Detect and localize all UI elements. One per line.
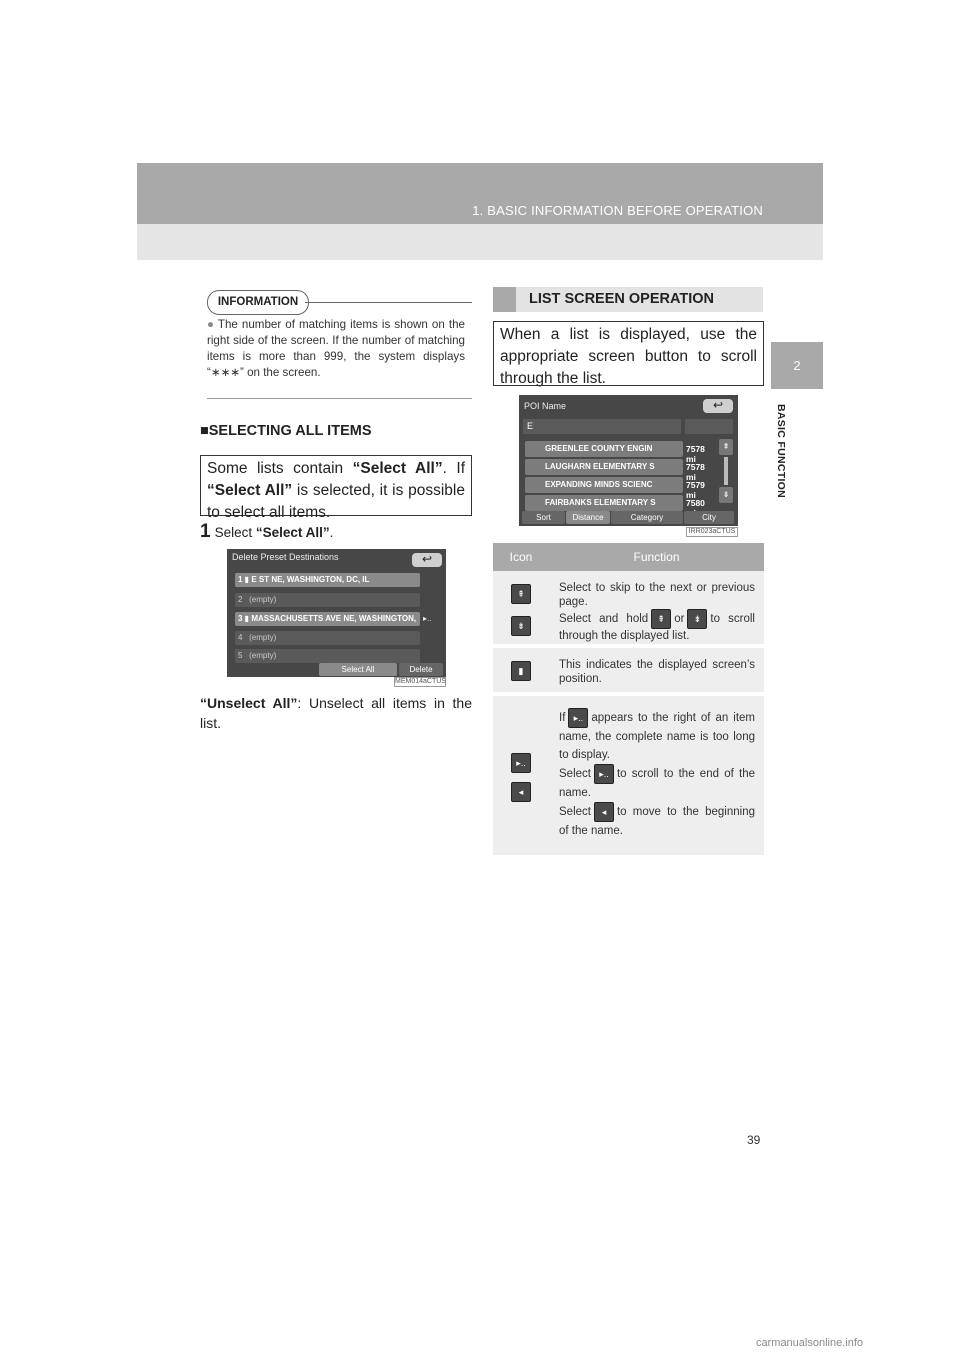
chapter-label	[770, 395, 792, 507]
bullet-icon: ●	[207, 318, 215, 331]
row-num: 2	[238, 595, 243, 604]
back-icon[interactable]: ↩	[412, 553, 442, 567]
column-header-function: Function	[633, 550, 680, 564]
scroll-to-beginning-icon: ◂	[511, 782, 531, 802]
section-heading-selecting: ■SELECTING ALL ITEMS	[200, 423, 372, 439]
category-button[interactable]: Category	[611, 511, 683, 524]
page-up-icon: ⇞	[511, 584, 531, 604]
scroll-position-icon: ▮	[511, 661, 531, 681]
image-code: IRR023aCTUS	[686, 527, 738, 537]
page-down-icon: ⇟	[511, 616, 531, 636]
row-text: E ST NE, WASHINGTON, DC, IL	[251, 575, 370, 584]
table-cell-function	[559, 581, 755, 643]
table-row	[493, 696, 764, 857]
section-marker	[493, 287, 516, 312]
scroll-to-end-icon: ▸..	[511, 753, 531, 773]
image-code: MEM014aCTUS	[395, 678, 446, 685]
column-header-icon: Icon	[509, 550, 533, 564]
page-down-icon: ⇟	[687, 609, 707, 629]
note-text: is selected, it is possible to select all items.	[207, 482, 465, 521]
table-cell-function: This indicates the displayed screen’s position.	[559, 659, 755, 685]
chapter-tab: 2	[771, 342, 823, 389]
distance-label: 7578 mi	[686, 462, 705, 482]
table-row	[493, 571, 764, 646]
scroll-to-end-icon: ▸..	[594, 764, 614, 784]
list-item[interactable]: LAUGHARN ELEMENTARY S	[525, 459, 683, 475]
select-all-note-box	[200, 455, 472, 521]
list-item[interactable]	[235, 631, 420, 645]
table-header	[493, 543, 764, 571]
list-item[interactable]: GREENLEE COUNTY ENGIN	[525, 441, 683, 457]
screen-title: Delete Preset Destinations	[232, 552, 339, 562]
note-bold: “Select All”	[207, 482, 293, 499]
header-title: 1. BASIC INFORMATION BEFORE OPERATION	[472, 203, 763, 218]
note-text: Some lists contain	[207, 460, 353, 477]
function-text: Select and hold	[559, 613, 649, 626]
function-text: Select	[559, 768, 591, 781]
information-text	[207, 317, 465, 381]
row-num: 1	[238, 575, 243, 584]
sort-button[interactable]: Sort	[522, 511, 565, 524]
list-item[interactable]: FAIRBANKS ELEMENTARY S	[525, 495, 683, 511]
function-text: appears to the right of an item name, the complete name is too long to display.	[559, 712, 755, 761]
row-text: (empty)	[249, 651, 277, 660]
function-text: If	[559, 712, 566, 725]
search-input[interactable]: E	[523, 419, 681, 434]
page-up-icon: ⇞	[651, 609, 671, 629]
row-num: 4	[238, 633, 243, 642]
select-all-button[interactable]: Select All	[319, 663, 397, 676]
list-screen-note-box: When a list is displayed, use the appropriate screen button to scroll through the list.	[493, 321, 764, 386]
scroll-to-beginning-icon: ◂	[594, 802, 614, 822]
more-icon[interactable]: ▸..	[423, 614, 432, 623]
step-text: Select	[214, 525, 256, 540]
watermark: carmanualsonline.info	[756, 1337, 864, 1349]
table-cell-function	[559, 708, 755, 840]
distance-label: 7579 mi	[686, 480, 705, 500]
section-heading-list-screen	[493, 287, 763, 312]
distance-button[interactable]: Distance	[566, 511, 610, 524]
information-rule-bottom	[207, 398, 472, 399]
unselect-bold: “Unselect All”	[200, 695, 298, 711]
section-heading-text: LIST SCREEN OPERATION	[529, 291, 715, 307]
header-bar	[137, 163, 823, 224]
function-text: to move to the beginning of the name.	[559, 806, 755, 837]
page-number: 39	[747, 1133, 761, 1147]
step-number: 1	[200, 521, 211, 542]
table-row	[493, 648, 764, 694]
list-item[interactable]: 1 ▮ E ST NE, WASHINGTON, DC, IL	[235, 573, 420, 587]
step-1	[200, 521, 333, 543]
function-text: to scroll through the displayed list.	[559, 613, 755, 642]
function-text: Select to skip to the next or previous page.	[559, 582, 755, 608]
step-bold: “Select All”	[255, 525, 330, 540]
list-item[interactable]: 3 ▮ MASSACHUSETTS AVE NE, WASHINGTON,	[235, 612, 420, 626]
unselect-all-text	[200, 693, 472, 733]
list-item[interactable]	[235, 593, 420, 607]
count-field	[685, 419, 733, 434]
scroll-to-end-icon: ▸..	[568, 708, 588, 728]
list-item[interactable]: EXPANDING MINDS SCIENC	[525, 477, 683, 493]
note-text: . If	[442, 460, 465, 477]
back-icon[interactable]: ↩	[703, 399, 733, 413]
note-bold: “Select All”	[352, 460, 443, 477]
page-down-icon[interactable]: ⇟	[719, 487, 733, 503]
row-num: 3	[238, 614, 243, 623]
row-text: (empty)	[249, 633, 277, 642]
unselect-body: : Unselect all items in the list.	[200, 695, 473, 731]
scroll-position-bar[interactable]	[724, 457, 728, 485]
distance-label: 7578 mi	[686, 444, 705, 464]
poi-name-screenshot	[519, 395, 738, 526]
header-band	[137, 163, 823, 260]
city-button[interactable]: City	[684, 511, 734, 524]
distance-label: 7580	[686, 498, 705, 508]
function-text: to scroll to the end of the name.	[559, 768, 755, 799]
function-text: or	[674, 613, 685, 626]
information-body: The number of matching items is shown on the right side of the screen. If the number of matching items is more than 999, the system displays “∗∗∗” on the screen.	[207, 318, 465, 379]
delete-button[interactable]: Delete	[399, 663, 443, 676]
function-text: Select	[559, 806, 591, 819]
row-text: MASSACHUSETTS AVE NE, WASHINGTON,	[251, 614, 417, 623]
row-text: (empty)	[249, 595, 277, 604]
row-num: 5	[238, 651, 243, 660]
screen-title: POI Name	[524, 401, 567, 411]
chapter-label-text: BASIC FUNCTION	[775, 403, 787, 499]
step-text: .	[329, 525, 334, 540]
information-rule	[305, 302, 472, 303]
delete-preset-screenshot	[227, 549, 446, 677]
page-up-icon[interactable]: ⇞	[719, 439, 733, 455]
information-tag: INFORMATION	[207, 290, 309, 315]
list-item[interactable]	[235, 649, 420, 663]
